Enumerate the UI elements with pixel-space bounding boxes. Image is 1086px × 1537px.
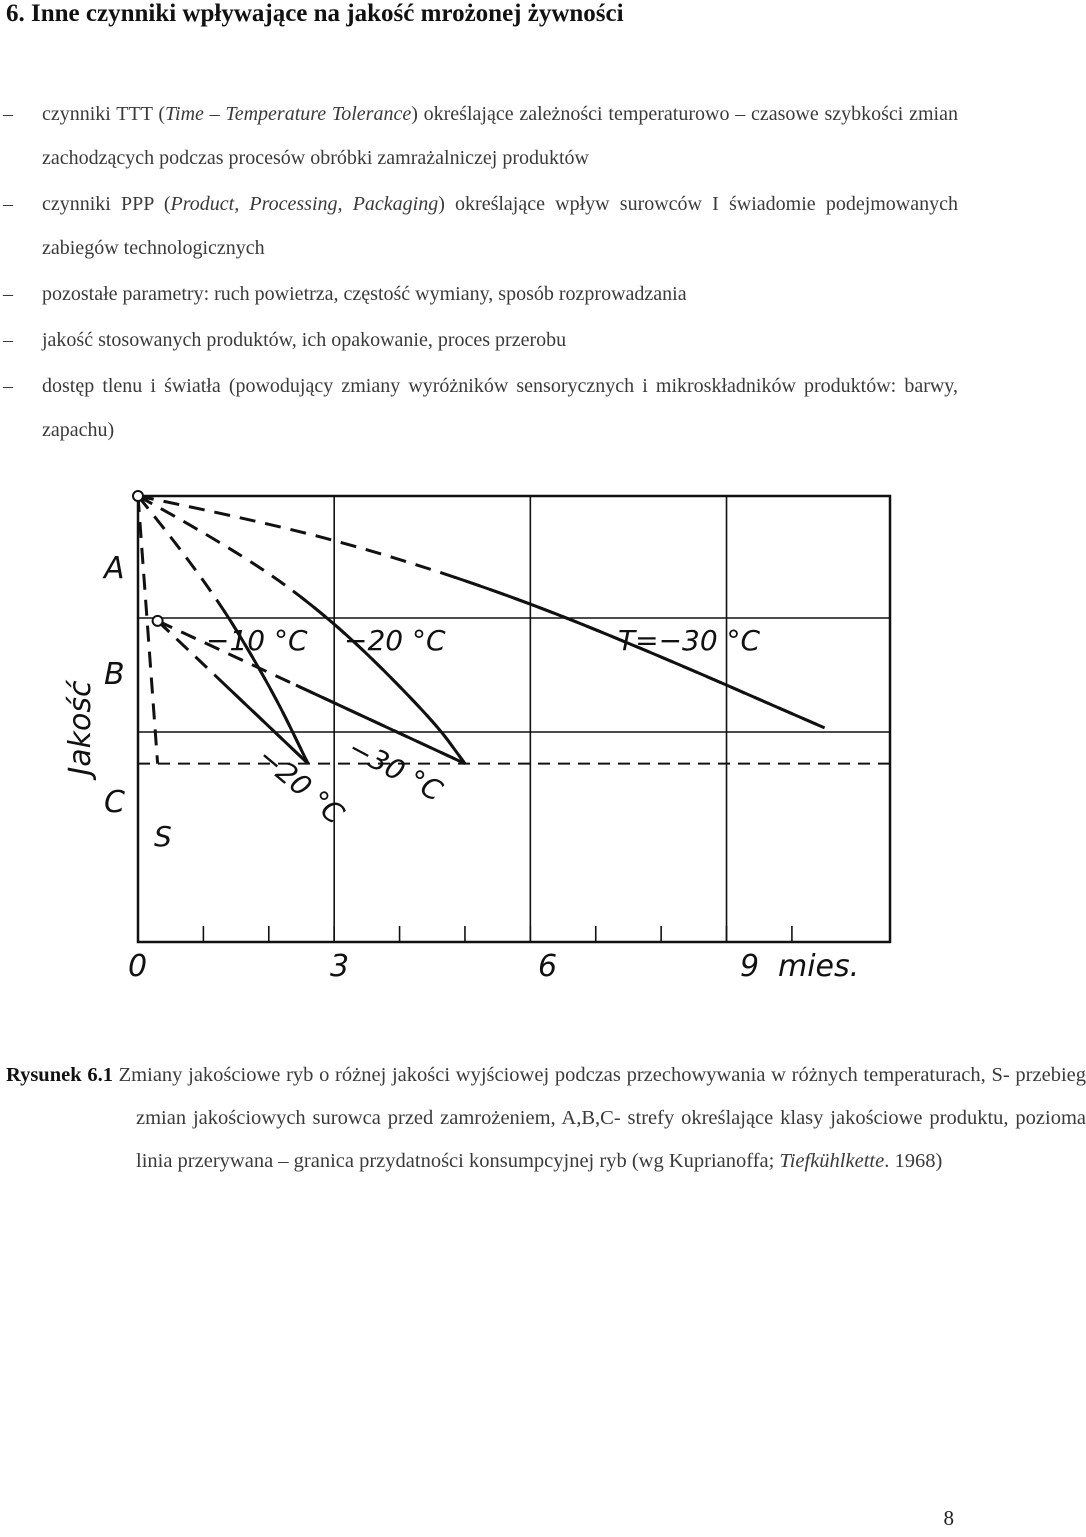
series-label-minus20: −20 °C — [344, 624, 446, 657]
x-unit-label: mies. — [778, 949, 860, 984]
list-item: – czynniki PPP (Product, Processing, Packaging) określające wpływ surowców I świadomie podejmowanych zabiegów technologicznych — [0, 182, 958, 270]
series-label-b-minus20: −20 °C — [251, 740, 351, 831]
list-dash: – — [3, 375, 13, 397]
caption-text: Zmiany jakościowe ryb o różnej jakości wyjściowej podczas przechowywania w różnych temperaturach, S- przebieg zmian jakościowych surowca przed zamrożeniem, A,B,C- strefy określające klasy jakościowe produktu, pozioma linia przerywana – granica przydatności konsumpcyjnej ryb (wg Kuprianoffa; — [112, 1064, 1086, 1172]
list-item: – czynniki TTT (Time – Temperature Tolerance) określające zależności temperaturowo – czasowe szybkości zmian zachodzących podczas procesów obróbki zamrażalniczej produktów — [0, 92, 958, 180]
zone-label-a: A — [104, 551, 125, 586]
x-tick-label-0: 0 — [128, 949, 148, 984]
series-label-b-minus30: −30 °C — [342, 731, 448, 808]
x-tick-label-9: 9 — [740, 949, 760, 984]
caption-tail: . 1968) — [884, 1150, 943, 1172]
start-point-a — [133, 491, 143, 501]
series-line-dashed — [138, 496, 158, 764]
list-dash: – — [3, 283, 13, 305]
start-point-b — [153, 616, 163, 626]
quality-figure — [0, 470, 960, 990]
page-number: 8 — [943, 1506, 954, 1530]
caption-italic: Tiefkühlkette — [779, 1150, 885, 1172]
chart-labels — [63, 551, 859, 984]
series-label-minus10: −10 °C — [206, 624, 308, 657]
zone-label-c: C — [104, 785, 125, 820]
caption-label: Rysunek 6.1 — [6, 1064, 113, 1086]
list-dash: – — [3, 103, 13, 125]
x-tick-label-3: 3 — [330, 949, 350, 984]
zone-label-b: B — [104, 657, 125, 692]
list-item: – pozostałe parametry: ruch powietrza, częstość wymiany, sposób rozprowadzania — [0, 272, 958, 316]
section-heading: 6. Inne czynniki wpływające na jakość mrożonej żywności — [6, 0, 624, 27]
quality-chart — [0, 470, 960, 990]
factor-list — [0, 92, 958, 454]
series-label-minus30: T=−30 °C — [618, 624, 761, 657]
series-label-s: S — [154, 820, 172, 853]
list-dash: – — [3, 329, 13, 351]
figure-caption — [6, 1054, 1086, 1183]
x-tick-label-6: 6 — [538, 949, 558, 984]
series-line-solid — [138, 496, 825, 728]
list-dash: – — [3, 193, 13, 215]
y-axis-label: Jakość — [63, 680, 98, 776]
list-item: – dostęp tlenu i światła (powodujący zmiany wyróżników sensorycznych i mikroskładników produktów: barwy, zapachu) — [0, 364, 958, 452]
list-item: – jakość stosowanych produktów, ich opakowanie, proces przerobu — [0, 318, 958, 362]
series-line-dashed — [138, 496, 825, 728]
